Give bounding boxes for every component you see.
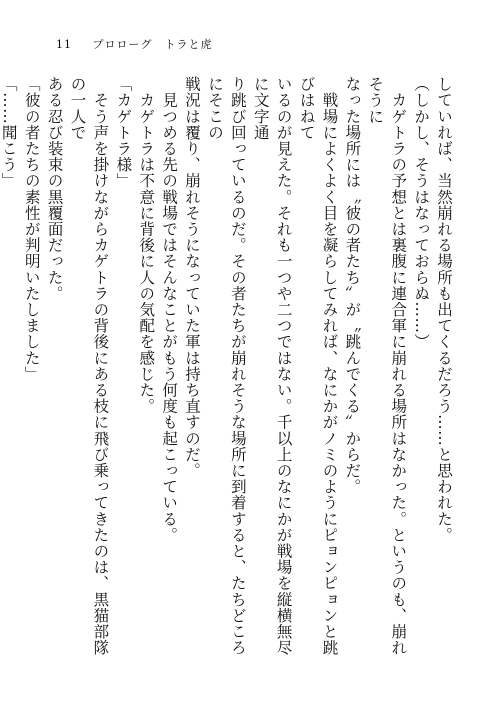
text-line: カゲトラの予想とは裏腹に連合軍に崩れる場所はなかった。というのも、崩れそうに: [366, 76, 408, 656]
body-text: [0, 76, 455, 666]
text-line: していれば、当然崩れる場所も出てくるだろう……と思われた。: [435, 76, 453, 543]
text-line: （しかし、そうはなっておらぬ……）: [412, 76, 431, 350]
text-line: 「……聞こう」: [0, 76, 18, 189]
text-line: ある忍び装束の黒覆面だった。: [45, 76, 64, 302]
text-line: いるのが見えた。それも一つや二つではない。千以上のなにかが戦場を縦横無尽に文字通: [251, 76, 293, 656]
text-line: 戦場によくよく目を凝らしてみれば、なにかがノミのようにピョンピョンと跳びはねて: [297, 76, 339, 656]
text-line: 「彼の者たちの素性が判明いたしました」: [22, 76, 41, 382]
page-header: [56, 36, 213, 52]
text-line: なった場所には〝彼の者たち〟が〝跳んでくる〟からだ。: [343, 76, 362, 495]
text-line: 「カゲトラ様」: [114, 76, 133, 189]
text-line: り跳び回っているのだ。その者たちが崩れそうな場所に到着すると、たちどころにそこの: [205, 76, 247, 656]
text-line: 戦況は覆り、崩れそうになっていた軍は持ち直すのだ。: [183, 76, 202, 479]
text-line: 見つめる先の戦場ではそんなことがもう何度も起こっている。: [160, 76, 179, 543]
text-line: カゲトラは不意に背後に人の気配を感じた。: [137, 76, 156, 415]
text-line: そう声を掛けながらカゲトラの背後にある枝に飛び乗ってきたのは、黒猫部隊の一人で: [68, 76, 110, 656]
running-title: プロローグ トラと虎: [92, 38, 213, 51]
page-number: 11: [56, 38, 72, 51]
